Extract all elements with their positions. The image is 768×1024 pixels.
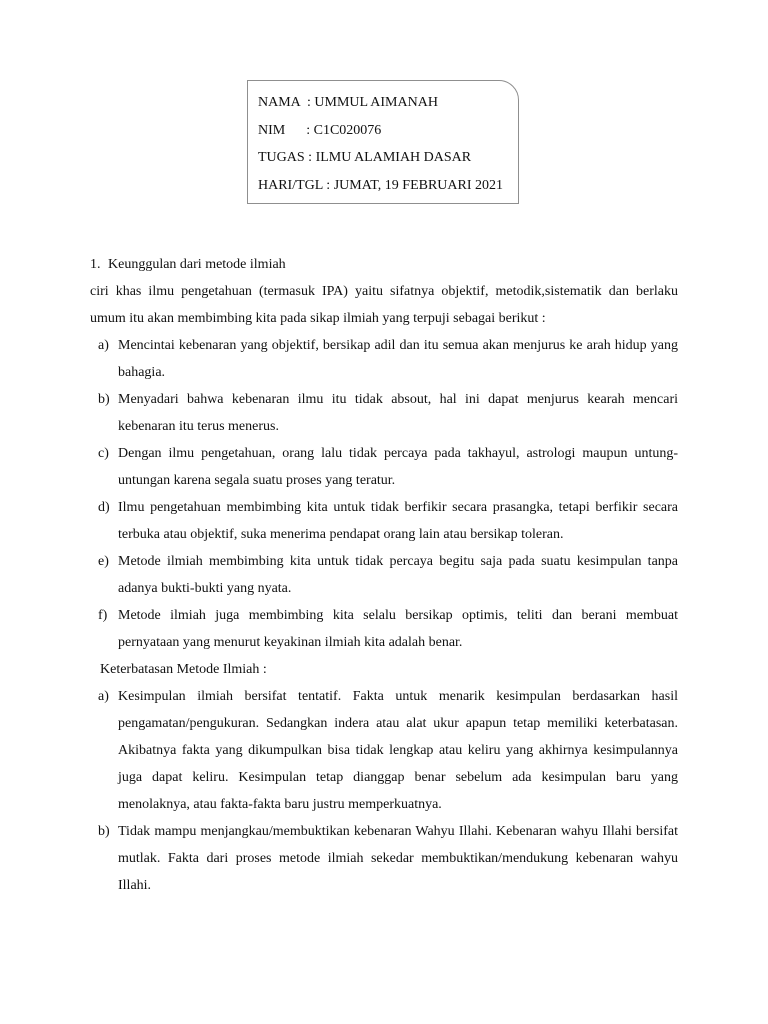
list-item-text: Metode ilmiah juga membimbing kita selalu bersikap optimis, teliti dan berani membuat pernyataan yang menurut keyakinan ilmiah kita adalah benar. <box>118 608 678 650</box>
nama-line <box>258 89 518 117</box>
list-marker: f) <box>98 608 108 623</box>
list-marker: b) <box>98 392 110 407</box>
list-item <box>90 440 678 494</box>
list-marker: b) <box>98 824 110 839</box>
hari-value: JUMAT, 19 FEBRUARI 2021 <box>333 177 504 193</box>
list-marker: e) <box>98 554 109 569</box>
list-item <box>90 683 678 818</box>
limitations-list <box>90 683 678 899</box>
nama-value: UMMUL AIMANAH <box>314 95 438 110</box>
tugas-value: ILMU ALAMIAH DASAR <box>315 150 472 165</box>
section-1-title: Keunggulan dari metode ilmiah <box>108 257 286 272</box>
list-item <box>90 332 678 386</box>
nim-line <box>258 117 518 145</box>
section-2-heading: Keterbatasan Metode Ilmiah : <box>100 662 267 677</box>
section-1-intro: ciri khas ilmu pengetahuan (termasuk IPA) yaitu sifatnya objektif, metodik,sistematik dan berlaku umum itu akan membimbing kita pada sikap ilmiah yang terpuji sebagai berikut : <box>90 284 678 326</box>
nim-label: NIM : <box>258 122 314 138</box>
list-marker: c) <box>98 446 109 461</box>
advantages-list <box>90 332 678 656</box>
list-item-text: Metode ilmiah membimbing kita untuk tidak percaya begitu saja pada suatu kesimpulan tanpa adanya bukti-bukti yang nyata. <box>118 554 678 596</box>
nim-value: C1C020076 <box>313 122 382 138</box>
list-item <box>90 386 678 440</box>
list-item-text: Menyadari bahwa kebenaran ilmu itu tidak absout, hal ini dapat menjurus kearah mencari kebenaran itu terus menerus. <box>118 392 678 434</box>
nama-label: NAMA : <box>258 95 315 110</box>
list-item <box>90 818 678 899</box>
identity-box <box>247 80 519 204</box>
hari-line <box>258 172 518 200</box>
list-item <box>90 548 678 602</box>
list-item-text: Kesimpulan ilmiah bersifat tentatif. Fakta untuk menarik kesimpulan berdasarkan hasil pengamatan/pengukuran. Sedangkan indera atau alat ukur apapun tetap memiliki keterbatasan. Akibatnya fakta yang dikumpulkan bisa tidak lengkap atau keliru yang akhirnya kesimpulannya juga dapat keliru. Kesimpulan tetap dianggap benar sebelum ada kesimpulan baru yang menolaknya, atau fakta-fakta baru justru memperkuatnya. <box>118 689 678 812</box>
list-item <box>90 494 678 548</box>
document-body <box>90 252 678 899</box>
hari-label: HARI/TGL : <box>258 177 334 193</box>
list-item-text: Dengan ilmu pengetahuan, orang lalu tidak percaya pada takhayul, astrologi maupun untung- untungan karena segala suatu proses yang teratur. <box>118 446 678 488</box>
list-marker: d) <box>98 500 110 515</box>
section-1-number: 1. <box>90 257 101 272</box>
list-marker: a) <box>98 689 109 704</box>
list-item-text: Mencintai kebenaran yang objektif, bersikap adil dan itu semua akan menjurus ke arah hidup yang bahagia. <box>118 338 678 380</box>
list-item-text: Ilmu pengetahuan membimbing kita untuk tidak berfikir secara prasangka, tetapi berfikir secara terbuka atau objektif, suka menerima pendapat orang lain atau bersikap toleran. <box>118 500 678 542</box>
tugas-line <box>258 144 518 172</box>
section-1-heading <box>90 252 678 278</box>
list-item-text: Tidak mampu menjangkau/membuktikan kebenaran Wahyu Illahi. Kebenaran wahyu Illahi bersifat mutlak. Fakta dari proses metode ilmiah sekedar membuktikan/mendukung kebenaran wahyu Illahi. <box>118 824 678 893</box>
list-item <box>90 602 678 656</box>
list-marker: a) <box>98 338 109 353</box>
tugas-label: TUGAS : <box>258 150 316 165</box>
